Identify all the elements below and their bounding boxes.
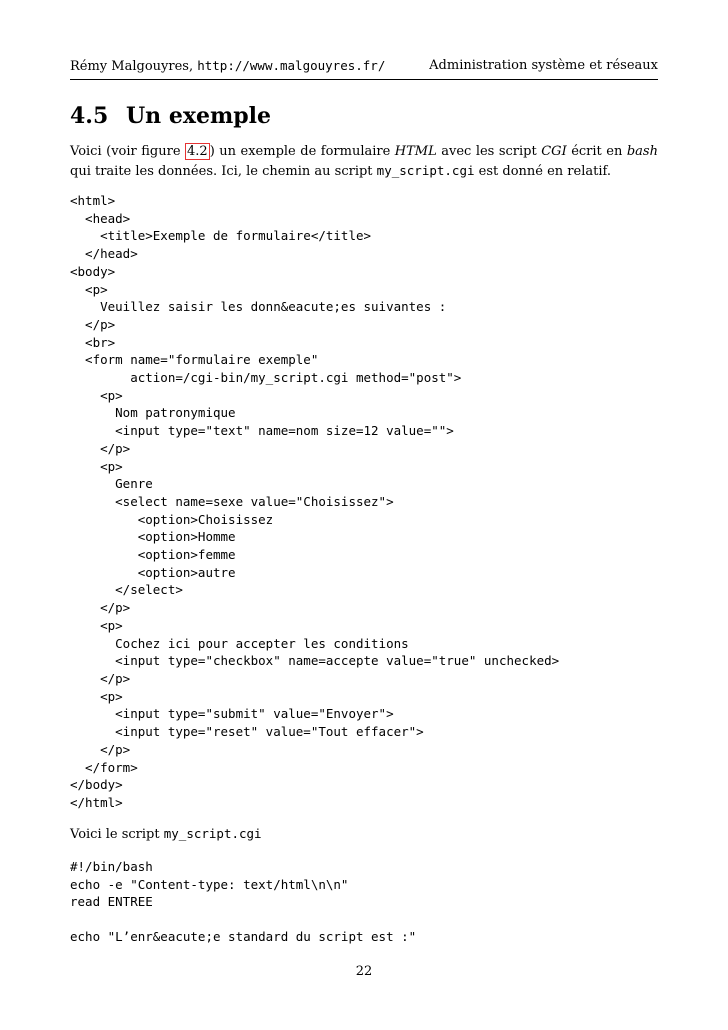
html-term: HTML <box>394 144 437 159</box>
cgi-term: CGI <box>541 144 567 159</box>
script-intro-paragraph <box>70 824 658 844</box>
section-title: Un exemple <box>126 103 271 129</box>
running-header <box>70 58 658 80</box>
section-heading <box>70 102 271 130</box>
bash-code-listing-continued: echo "L’enr&eacute;e standard du script est :" <box>70 929 417 944</box>
intro-text: avec les script <box>436 144 542 159</box>
header-author: Rémy Malgouyres, <box>70 59 198 74</box>
script-intro-text: Voici le script <box>70 827 164 842</box>
html-code-listing: <html> <head> <title>Exemple de formulaire</title> </head> <body> <p> Veuillez saisir les donn&eacute;es suivantes : </p> <br> <form name="formulaire exemple" action=/cgi-bin/my_script.cgi method="post"> <p> Nom patronymique <input type="text" name=nom size=12 value=""> </p> <p> Genre <select name=sexe value="Choisissez"> <option>Choisissez <option>Homme <option>femme <option>autre </select> </p> <p> Cochez ici pour accepter les conditions <input type="checkbox" name=accepte value="true" unchecked> </p> <p> <input type="submit" value="Envoyer"> <input type="reset" value="Tout effacer"> </p> </form> </body> </html> <box>70 193 560 810</box>
intro-text: écrit en <box>566 144 627 159</box>
header-left <box>70 58 385 75</box>
header-url[interactable]: http://www.malgouyres.fr/ <box>197 58 386 73</box>
script-name: my_script.cgi <box>163 826 262 841</box>
header-title: Administration système et réseaux <box>429 58 658 73</box>
section-number: 4.5 <box>70 103 109 129</box>
intro-text: est donné en relatif. <box>474 164 611 179</box>
intro-paragraph <box>70 142 658 181</box>
page-number: 22 <box>355 964 373 979</box>
intro-text: Voici (voir figure <box>70 144 186 159</box>
bash-term: bash <box>626 144 658 159</box>
script-name: my_script.cgi <box>376 163 475 178</box>
intro-text: ) un exemple de formulaire <box>209 144 395 159</box>
intro-text: qui traite les données. Ici, le chemin au script <box>70 164 377 179</box>
bash-code-listing: #!/bin/bash echo -e "Content-type: text/html\n\n" read ENTREE <box>70 859 349 910</box>
figure-reference-link[interactable]: 4.2 <box>187 144 208 159</box>
